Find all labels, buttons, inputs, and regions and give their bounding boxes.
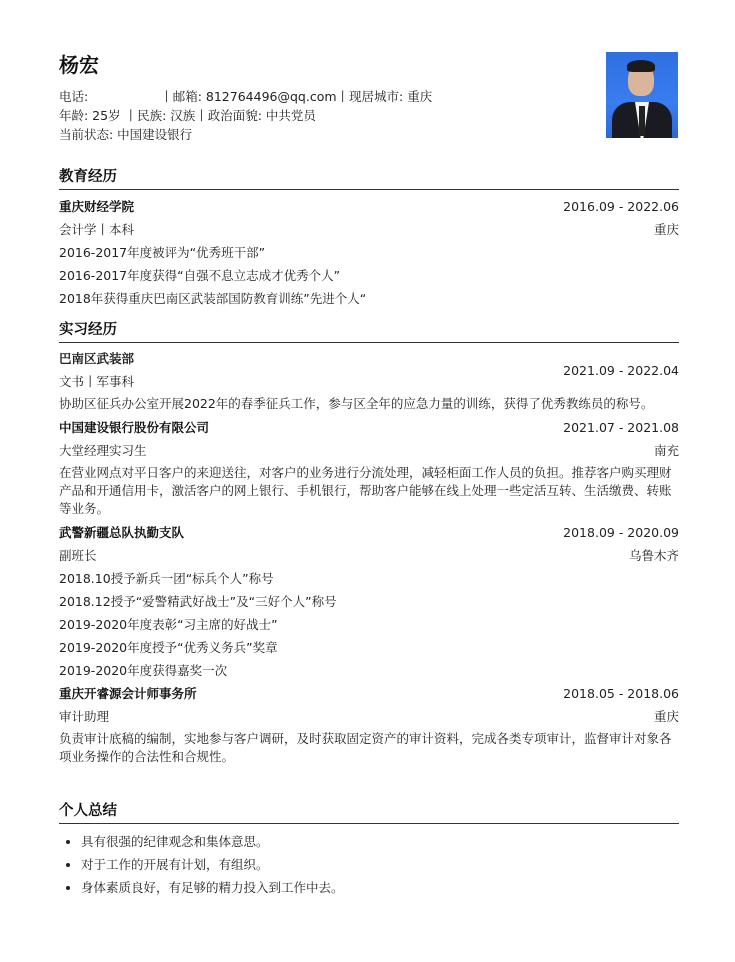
job-entry-sub — [59, 439, 679, 462]
honor-line: 2018.12授予“爱警精武好战士”及“三好个人”称号 — [59, 594, 337, 609]
job-location: 乌鲁木齐 — [628, 548, 679, 563]
job-org: 重庆开睿源会计师事务所 — [59, 686, 197, 701]
job-role: 审计助理 — [59, 709, 110, 724]
phone-label: 电话: — [59, 89, 89, 104]
job-date: 2021.09 - 2022.04 — [563, 363, 679, 378]
honor-line: 2019-2020年度授予“优秀义务兵”奖章 — [59, 640, 278, 655]
honor-line: 2019-2020年度表彰“习主席的好战士” — [59, 617, 278, 632]
summary-item: • 对于工作的开展有计划，有组织。 — [81, 853, 679, 876]
job-date: 2018.05 - 2018.06 — [563, 686, 679, 701]
job-date: 2018.09 - 2020.09 — [563, 525, 679, 540]
summary-section — [59, 800, 679, 899]
job-location: 重庆 — [653, 709, 679, 724]
award-line: 2016-2017年度获得“自强不息立志成才优秀个人” — [59, 268, 341, 283]
internship-section — [59, 319, 679, 766]
job-role: 大堂经理实习生 — [59, 443, 147, 458]
job-role: 文书丨军事科 — [59, 374, 135, 389]
internship-title: 实习经历 — [59, 319, 679, 343]
job-entry-sub — [59, 544, 679, 567]
school-name: 重庆财经学院 — [59, 199, 135, 214]
school-location: 重庆 — [653, 222, 679, 237]
age-line: 年龄: 25岁 丨民族: 汉族丨政治面貌: 中共党员 — [59, 108, 316, 123]
summary-list — [59, 830, 679, 899]
contact-line — [59, 87, 679, 106]
job-entry-header — [59, 347, 679, 378]
summary-title: 个人总结 — [59, 800, 679, 824]
summary-item: • 身体素质良好，有足够的精力投入到工作中去。 — [81, 876, 679, 899]
honor-line: 2019-2020年度获得嘉奖一次 — [59, 663, 228, 678]
job-entry-header — [59, 682, 679, 705]
education-entry-header — [59, 195, 679, 218]
job-entry-sub — [59, 705, 679, 728]
status-line: 当前状态: 中国建设银行 — [59, 127, 193, 142]
candidate-name: 杨宏 — [59, 53, 99, 77]
education-section — [59, 166, 679, 310]
job-org: 巴南区武装部 — [59, 351, 135, 366]
profile-photo — [606, 52, 678, 138]
summary-item: • 具有很强的纪律观念和集体意思。 — [81, 830, 679, 853]
job-entry-header — [59, 416, 679, 439]
job-date: 2021.07 - 2021.08 — [563, 420, 679, 435]
job-location: 南充 — [653, 443, 679, 458]
job-org: 中国建设银行股份有限公司 — [59, 420, 210, 435]
award-line: 2016-2017年度被评为“优秀班干部” — [59, 245, 266, 260]
job-desc: 在营业网点对平日客户的来迎送往，对客户的业务进行分流处理，减轻柜面工作人员的负担。推荐客户购买理财产品和开通信用卡，激活客户的网上银行、手机银行，帮助客户能够在线上处理一些定活互转、生活缴费、转账等业务。 — [59, 465, 672, 516]
email-city: 丨邮箱: 812764496@qq.com丨现居城市: 重庆 — [160, 89, 433, 104]
major: 会计学丨本科 — [59, 222, 135, 237]
education-entry-sub — [59, 218, 679, 241]
job-org: 武警新疆总队执勤支队 — [59, 525, 185, 540]
job-desc: 协助区征兵办公室开展2022年的春季征兵工作，参与区全年的应急力量的训练，获得了优秀教练员的称号。 — [59, 396, 654, 411]
honor-line: 2018.10授予新兵一团“标兵个人”称号 — [59, 571, 274, 586]
header — [59, 44, 679, 144]
job-desc: 负责审计底稿的编制，实地参与客户调研，及时获取固定资产的审计资料，完成各类专项审计，监督审计对象各项业务操作的合法性和合规性。 — [59, 731, 672, 764]
job-role: 副班长 — [59, 548, 97, 563]
education-title: 教育经历 — [59, 166, 679, 190]
award-line: 2018年获得重庆巴南区武装部国防教育训练”先进个人“ — [59, 291, 367, 306]
job-entry-header — [59, 521, 679, 544]
school-date: 2016.09 - 2022.06 — [563, 199, 679, 214]
